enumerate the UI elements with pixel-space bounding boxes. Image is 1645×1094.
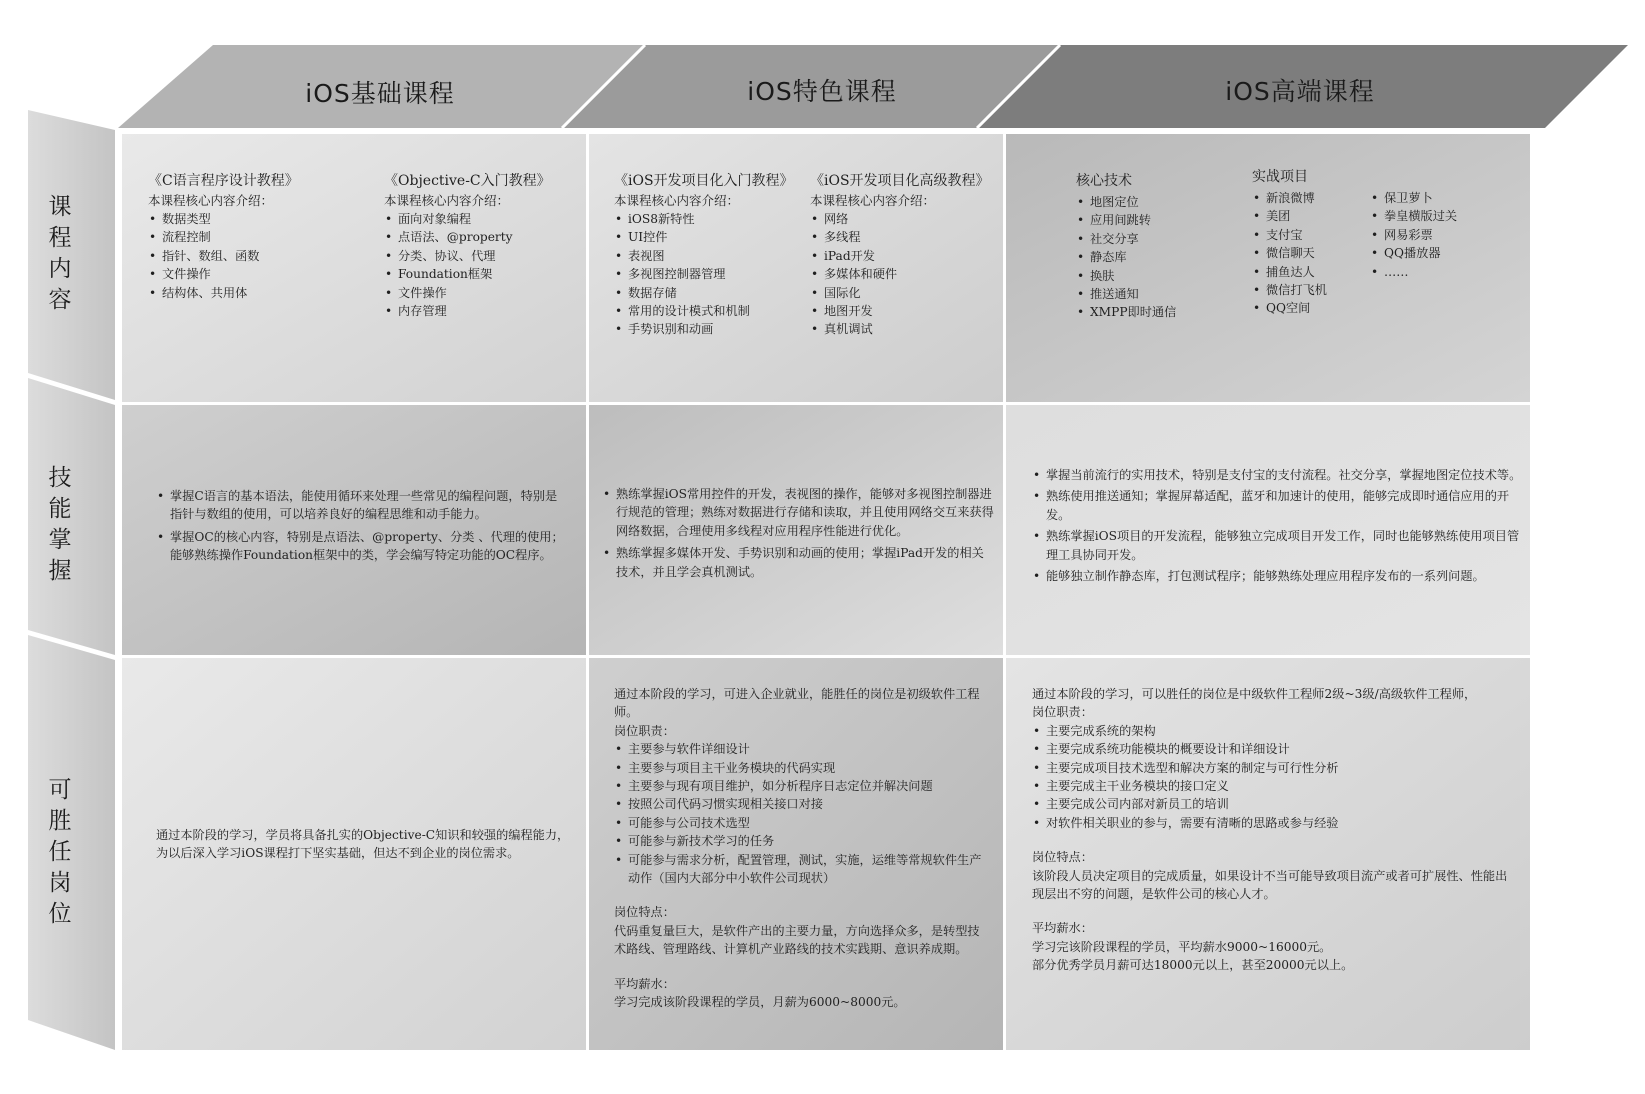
jobs-special-feature-title: 岗位特点： [614,905,675,920]
book-list-ios-intro [614,210,810,339]
book-list-ios-advanced [810,210,1000,339]
list-item: • 主要完成主干业务模块的接口定义 [1032,777,1516,795]
list-item: • 拳皇横版过关 [1370,207,1500,225]
list-item: • 常用的设计模式和机制 [614,302,810,320]
list-item: • 国际化 [810,284,1000,302]
jobs-special [614,685,984,1012]
content-basic [148,171,578,391]
book-intro-ios-intro: 本课程核心内容介绍： [614,193,740,208]
skill-item: • 熟练掌握iOS常用控件的开发，表视图的操作，能够对多视图控制器进行规范的管理；熟练对数据进行存储和读取，并且使用网络交互来获得网络数据，合理使用多线程对应用程序性能进行优化。 [602,485,994,540]
skill-item: • 熟练掌握多媒体开发、手势识别和动画的使用；掌握iPad开发的相关技术，并且学会真机测试。 [602,544,994,581]
row-label-skills-text: 技能掌握 [48,465,72,584]
row-label-skills [30,463,90,587]
book-list-oc [384,210,584,320]
list-item: • 可能参与新技术学习的任务 [614,832,984,850]
jobs-special-duty-title: 岗位职责： [614,723,675,738]
list-item: • 多视图控制器管理 [614,265,810,283]
skill-item: • 掌握C语言的基本语法，能使用循环来处理一些常见的编程问题，特别是指针与数组的使用，可以培养良好的编程思维和动手能力。 [156,487,568,524]
project-list-b [1370,189,1500,281]
list-item: • 主要参与项目主干业务模块的代码实现 [614,759,984,777]
jobs-advanced-salary-2: 部分优秀学员月薪可达18000元以上，甚至20000元以上。 [1032,958,1354,973]
list-item: • 保卫萝卜 [1370,189,1500,207]
book-title-oc: 《Objective-C入门教程》 [384,173,551,189]
book-intro-oc: 本课程核心内容介绍： [384,193,510,208]
jobs-advanced [1032,685,1516,975]
skills-advanced [1032,466,1522,585]
list-item: • 多线程 [810,228,1000,246]
list-item: • 文件操作 [148,265,368,283]
jobs-special-salary-title: 平均薪水： [614,976,675,991]
list-item: • 结构体、共用体 [148,284,368,302]
jobs-advanced-salary-title: 平均薪水： [1032,921,1093,936]
list-item: • 流程控制 [148,228,368,246]
list-item: • 主要完成项目技术选型和解决方案的制定与可行性分析 [1032,759,1516,777]
list-item: • XMPP即时通信 [1076,303,1236,321]
row-label-jobs-text: 可胜任岗位 [48,777,72,927]
list-item: • 数据存储 [614,284,810,302]
content-special [614,171,1000,391]
project-list-a [1252,189,1372,318]
list-item: • 指针、数组、函数 [148,247,368,265]
list-item: • 主要参与软件详细设计 [614,740,984,758]
list-item: • 主要参与现有项目维护，如分析程序日志定位并解决问题 [614,777,984,795]
list-item: • UI控件 [614,228,810,246]
book-title-ios-advanced: 《iOS开发项目化高级教程》 [810,173,990,189]
core-tech-title: 核心技术 [1076,173,1132,189]
jobs-advanced-intro: 通过本阶段的学习，可以胜任的岗位是中级软件工程师2级~3级/高级软件工程师， [1032,687,1477,701]
list-item: • 主要完成系统功能模块的概要设计和详细设计 [1032,740,1516,758]
list-item: • 网易彩票 [1370,226,1500,244]
list-item: • 地图定位 [1076,193,1236,211]
jobs-basic-text: 通过本阶段的学习，学员将具备扎实的Objective-C知识和较强的编程能力，为以后深入学习iOS课程打下坚实基础，但达不到企业的岗位需求。 [156,828,570,861]
list-item: • 美团 [1252,207,1372,225]
list-item: • 静态库 [1076,248,1236,266]
book-title-ios-intro: 《iOS开发项目化入门教程》 [614,173,794,189]
header-basic: iOS基础课程 [305,79,455,108]
list-item: • 多媒体和硬件 [810,265,1000,283]
list-item: • 地图开发 [810,302,1000,320]
list-item: • QQ播放器 [1370,244,1500,262]
list-item: • 支付宝 [1252,226,1372,244]
jobs-basic [156,826,576,863]
book-list-c [148,210,368,302]
list-item: • iPad开发 [810,247,1000,265]
book-intro-c: 本课程核心内容介绍： [148,193,274,208]
skill-item: • 掌握当前流行的实用技术，特别是支付宝的支付流程。社交分享，掌握地图定位技术等。 [1032,466,1522,484]
list-item: • 主要完成公司内部对新员工的培训 [1032,795,1516,813]
list-item: • 应用间跳转 [1076,211,1236,229]
list-item: • 点语法、@property [384,228,584,246]
list-item: • 推送通知 [1076,285,1236,303]
list-item: • 社交分享 [1076,230,1236,248]
list-item: • 真机调试 [810,320,1000,338]
skill-item: • 能够独立制作静态库，打包测试程序；能够熟练处理应用程序发布的一系列问题。 [1032,567,1522,585]
skill-item: • 掌握OC的核心内容，特别是点语法、@property、分类 、代理的使用；能够熟练操作Foundation框架中的类，学会编写特定功能的OC程序。 [156,528,568,565]
jobs-special-feature: 代码重复量巨大，是软件产出的主要力量，方向选择众多，是转型技术路线、管理路线、计算机产业路线的技术实践期、意识养成期。 [614,923,980,957]
jobs-special-duties [614,740,984,887]
jobs-special-salary: 学习完成该阶段课程的学员，月薪为6000~8000元。 [614,995,906,1010]
jobs-advanced-duties [1032,722,1516,832]
header-special: iOS特色课程 [747,77,897,106]
list-item: • 换肤 [1076,267,1236,285]
list-item: • 分类、协议、代理 [384,247,584,265]
project-title: 实战项目 [1252,169,1308,185]
list-item: • 文件操作 [384,284,584,302]
list-item: • 按照公司代码习惯实现相关接口对接 [614,795,984,813]
row-label-content [30,192,90,316]
book-title-c: 《C语言程序设计教程》 [148,173,299,189]
list-item: • 可能参与需求分析，配置管理，测试，实施，运维等常规软件生产动作（国内大部分中小软件公司现状） [614,851,984,888]
skills-basic [156,487,568,565]
list-item: • 新浪微博 [1252,189,1372,207]
row-label-jobs [30,775,90,930]
skill-item: • 熟练掌握iOS项目的开发流程，能够独立完成项目开发工作，同时也能够熟练使用项目管理工具协同开发。 [1032,527,1522,564]
list-item: • 网络 [810,210,1000,228]
list-item: • 表视图 [614,247,810,265]
book-intro-ios-advanced: 本课程核心内容介绍： [810,193,936,208]
list-item: • 捕鱼达人 [1252,263,1372,281]
list-item: • 数据类型 [148,210,368,228]
list-item: • 微信聊天 [1252,244,1372,262]
list-item: • iOS8新特性 [614,210,810,228]
skill-item: • 熟练使用推送通知；掌握屏幕适配，蓝牙和加速计的使用，能够完成即时通信应用的开发。 [1032,487,1522,524]
list-item: • 内存管理 [384,302,584,320]
jobs-advanced-duty-title: 岗位职责： [1032,705,1093,720]
header-advanced: iOS高端课程 [1225,77,1375,106]
list-item: • QQ空间 [1252,299,1372,317]
core-tech-list [1076,193,1236,322]
list-item: • 对软件相关职业的参与，需要有清晰的思路或参与经验 [1032,814,1516,832]
list-item: • 可能参与公司技术选型 [614,814,984,832]
skills-special [602,485,994,581]
jobs-advanced-feature-title: 岗位特点： [1032,850,1093,865]
list-item: • 面向对象编程 [384,210,584,228]
row-label-content-text: 课程内容 [48,194,72,313]
content-advanced [1076,171,1506,391]
jobs-special-intro: 通过本阶段的学习，可进入企业就业，能胜任的岗位是初级软件工程师。 [614,687,980,720]
list-item: • 主要完成系统的架构 [1032,722,1516,740]
jobs-advanced-salary-1: 学习完该阶段课程的学员，平均薪水9000~16000元。 [1032,939,1332,954]
jobs-advanced-feature: 该阶段人员决定项目的完成质量，如果设计不当可能导致项目流产或者可扩展性、性能出现层出不穷的问题，是软件公司的核心人才。 [1032,868,1508,902]
list-item: • …… [1370,263,1500,281]
list-item: • 微信打飞机 [1252,281,1372,299]
list-item: • Foundation框架 [384,265,584,283]
list-item: • 手势识别和动画 [614,320,810,338]
